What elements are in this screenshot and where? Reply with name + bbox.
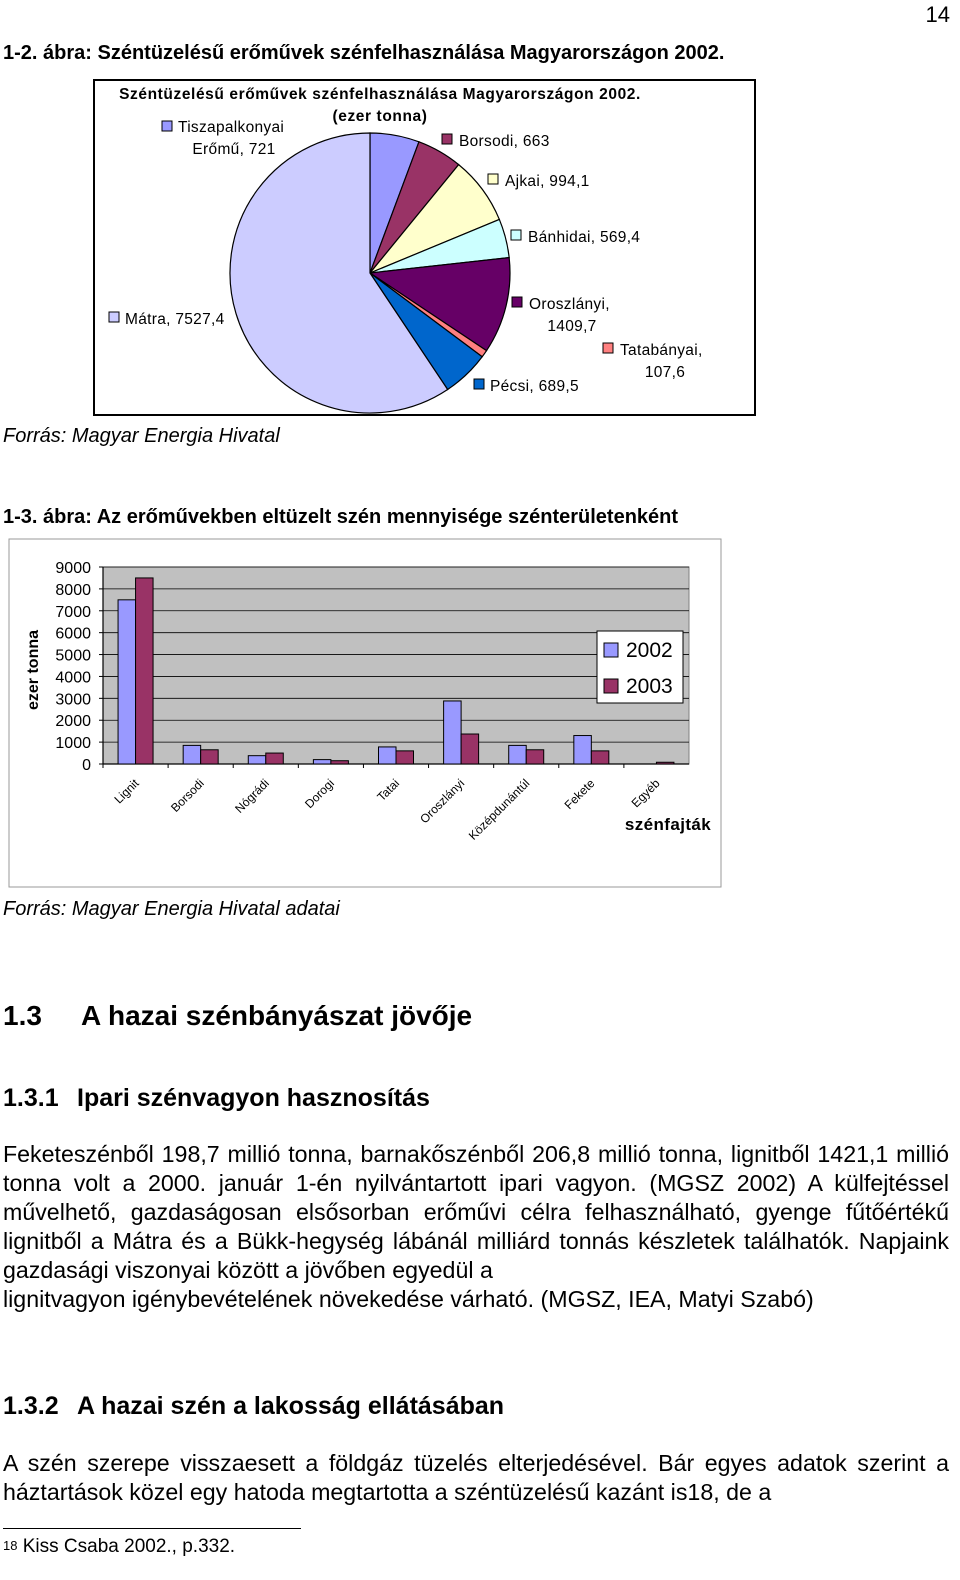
section-heading-1-3 — [3, 1000, 472, 1032]
bar-2002-1 — [183, 745, 201, 764]
section-number: 1.3.2 — [3, 1392, 59, 1420]
pie-label-key-ajkai — [488, 174, 498, 184]
bar-2003-7 — [591, 751, 609, 764]
bar-2003-8 — [656, 762, 674, 764]
bar-2003-5 — [461, 734, 479, 764]
x-tick-label: Dorogi — [302, 776, 338, 812]
pie-label-key-oroszlanyi — [512, 297, 522, 307]
pie-label-key-pecsi — [474, 379, 484, 389]
y-tick-label: 2000 — [55, 713, 91, 731]
x-tick-label: Egyéb — [628, 776, 663, 811]
pie-label-borsodi: Borsodi, 663 — [459, 133, 550, 150]
bar-2003-4 — [396, 751, 414, 764]
x-tick-label: Tatai — [374, 776, 403, 805]
pie-slices — [230, 133, 510, 413]
legend-swatch-2002 — [604, 643, 618, 657]
page-number: 14 — [925, 2, 950, 27]
legend-label-2002: 2002 — [626, 639, 673, 662]
y-tick-label: 1000 — [55, 735, 91, 753]
y-tick-label: 6000 — [55, 625, 91, 643]
bar-2003-3 — [331, 761, 349, 764]
pie-label-tatabanyai: 107,6 — [644, 364, 686, 381]
pie-label-key-borsodi — [442, 134, 452, 144]
paragraph-body: Feketeszénből 198,7 millió tonna, barnakőszénből 206,8 millió tonna, lignitből 1421,1 millió tonna volt a 2000. január 1-én nyilvántartott ipari vagyon. (MGSZ 2002) A külfejtéssel művelhető, gazdaságosan elsősorban erőművi célra felhasználható, gyenge fűtőértékű lignitből a Mátra és a Bükk-hegység lábánál milliárd tonnás készletek találhatók. Napjaink gazdasági viszonyai között a jövőben egyedül a — [3, 1141, 949, 1283]
y-tick-label: 5000 — [55, 647, 91, 665]
footnote-separator — [3, 1528, 301, 1529]
bar-2002-0 — [118, 600, 136, 764]
bar-chart-ylabel: ezer tonna — [25, 629, 42, 711]
pie-label-tisza: Tiszapalkonyai — [178, 119, 285, 136]
section-number: 1.3.1 — [3, 1084, 59, 1112]
x-tick-label: Lignit — [111, 776, 142, 807]
pie-label-tatabanyai: Tatabányai, — [620, 342, 703, 359]
y-tick-label: 0 — [82, 757, 91, 774]
pie-label-ajkai: Ajkai, 994,1 — [505, 173, 590, 190]
footnote-marker: 18 — [3, 1538, 18, 1553]
pie-label-oroszlanyi: 1409,7 — [547, 318, 597, 335]
legend-swatch-2003 — [604, 679, 618, 693]
x-tick-label: Oroszlányi — [417, 776, 468, 827]
y-tick-label: 9000 — [55, 560, 91, 577]
section-title: A hazai szén a lakosság ellátásában — [77, 1392, 505, 1420]
pie-label-tisza: Erőmű, 721 — [192, 141, 276, 158]
pie-label-banhidai: Bánhidai, 569,4 — [528, 229, 641, 246]
x-tick-label: Nógrádi — [232, 776, 272, 816]
bar-2002-6 — [509, 745, 526, 764]
y-tick-label: 3000 — [55, 691, 91, 709]
paragraph-1-3-2: A szén szerepe visszaesett a földgáz tüzelés elterjedésével. Bár egyes adatok szerint a háztartások közel egy hatoda megtartotta a széntüzelésű kazánt is18, de a — [3, 1450, 949, 1505]
bar-2002-7 — [574, 736, 592, 764]
y-tick-label: 7000 — [55, 603, 91, 621]
bar-2003-6 — [526, 750, 544, 764]
pie-label-key-tatabanyai — [603, 343, 613, 353]
pie-label-key-matra — [109, 312, 119, 322]
bar-chart-xlabel: szénfajták — [624, 815, 712, 834]
figure-1-caption: 1-2. ábra: Széntüzelésű erőművek szénfelhasználása Magyarországon 2002. — [3, 42, 725, 64]
legend-label-2003: 2003 — [626, 675, 673, 698]
pie-label-oroszlanyi: Oroszlányi, — [529, 296, 610, 313]
section-heading-1-3-2 — [3, 1392, 504, 1421]
figure-2-source: Forrás: Magyar Energia Hivatal adatai — [3, 898, 340, 920]
y-tick-label: 8000 — [55, 581, 91, 599]
x-tick-label: Fekete — [561, 776, 598, 813]
bar-2002-2 — [248, 756, 266, 764]
section-heading-1-3-1 — [3, 1084, 430, 1113]
section-title: Ipari szénvagyon hasznosítás — [77, 1084, 430, 1112]
pie-chart-title: Széntüzelésű erőművek szénfelhasználása Magyarországon 2002. — [119, 86, 641, 103]
pie-label-key-tisza — [162, 121, 172, 131]
section-number: 1.3 — [3, 1000, 42, 1031]
bar-2002-4 — [379, 747, 397, 764]
footnote — [3, 1536, 235, 1558]
pie-chart — [0, 0, 960, 420]
pie-label-pecsi: Pécsi, 689,5 — [490, 378, 579, 395]
pie-label-key-banhidai — [511, 230, 521, 240]
section-title: A hazai szénbányászat jövője — [81, 1000, 473, 1031]
figure-2-caption: 1-3. ábra: Az erőművekben eltüzelt szén mennyisége szénterületenként — [3, 506, 679, 528]
paragraph-1-3-1 — [3, 1140, 949, 1314]
bar-2003-1 — [201, 750, 219, 764]
x-tick-label: Borsodi — [168, 776, 207, 815]
figure-1-source: Forrás: Magyar Energia Hivatal — [3, 425, 280, 447]
paragraph-last-line: lignitvagyon igénybevételének növekedése várható. (MGSZ, IEA, Matyi Szabó) — [3, 1286, 814, 1312]
pie-chart-subtitle: (ezer tonna) — [332, 108, 428, 125]
bar-2003-2 — [266, 753, 284, 764]
x-tick-label: Középdunántúl — [465, 776, 533, 843]
bar-2002-3 — [313, 760, 331, 764]
bar-2002-5 — [444, 701, 462, 764]
bar-chart — [0, 530, 960, 895]
bar-2003-0 — [136, 578, 154, 764]
footnote-text: Kiss Csaba 2002., p.332. — [22, 1536, 236, 1557]
pie-label-matra: Mátra, 7527,4 — [125, 311, 225, 328]
y-tick-label: 4000 — [55, 669, 91, 687]
